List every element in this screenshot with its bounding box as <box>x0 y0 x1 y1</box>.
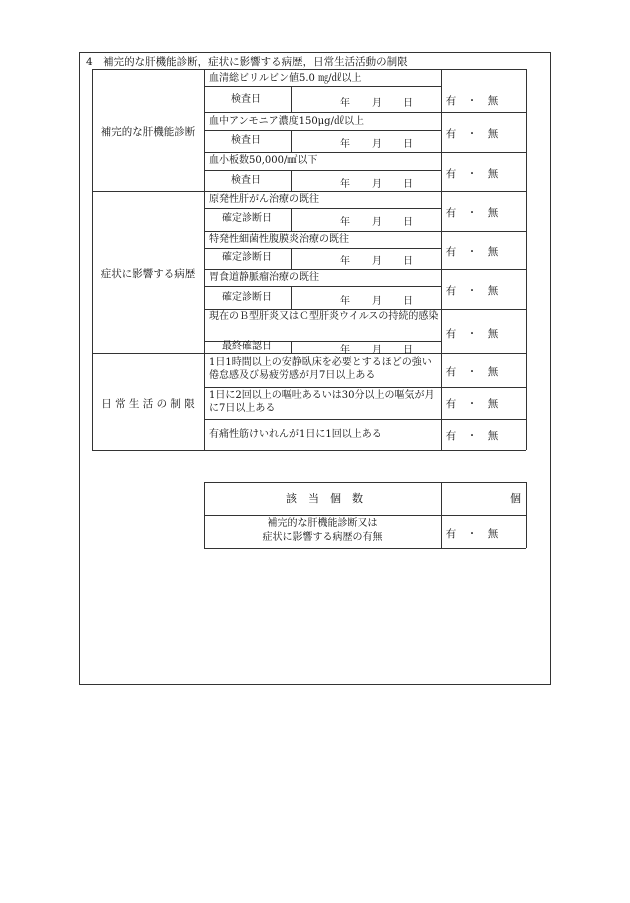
item-ammonia: 血中アンモニア濃度150μg/㎗以上 <box>209 116 364 127</box>
no-option[interactable]: 無 <box>487 128 499 140</box>
item-muscle-cramp: 有痛性筋けいれんが1日に1回以上ある <box>209 429 382 440</box>
yes-no-choice[interactable] <box>418 428 526 443</box>
yes-option[interactable]: 有 <box>445 95 457 107</box>
yes-option[interactable]: 有 <box>445 246 457 258</box>
yes-no-choice[interactable] <box>418 526 526 541</box>
final-confirmation-date-label: 最終確認日 <box>222 341 272 352</box>
yes-option[interactable]: 有 <box>445 328 457 340</box>
diagnosis-date-label: 確定診断日 <box>222 292 272 303</box>
no-option[interactable]: 無 <box>487 328 499 340</box>
dot-separator: ・ <box>466 95 478 107</box>
category-medical-history: 症状に影響する病歴 <box>100 268 196 280</box>
yes-no-choice[interactable] <box>418 396 526 411</box>
no-option[interactable]: 無 <box>487 430 499 442</box>
no-option[interactable]: 無 <box>487 168 499 180</box>
yes-option[interactable]: 有 <box>445 398 457 410</box>
no-option[interactable]: 無 <box>487 285 499 297</box>
yes-option[interactable]: 有 <box>445 528 457 540</box>
exam-date-label: 検査日 <box>231 135 261 146</box>
dot-separator: ・ <box>466 430 478 442</box>
item-sbp-treatment: 特発性細菌性腹膜炎治療の既往 <box>209 234 349 245</box>
yes-option[interactable]: 有 <box>445 366 457 378</box>
item-platelet: 血小板数50,000/㎣以下 <box>209 155 318 166</box>
no-option[interactable]: 無 <box>487 207 499 219</box>
item-varices-treatment: 胃食道静脈瘤治療の既往 <box>209 272 319 283</box>
dot-separator: ・ <box>466 207 478 219</box>
applicable-count-label: 該 当 個 数 <box>286 492 363 505</box>
no-option[interactable]: 無 <box>487 366 499 378</box>
yes-no-choice[interactable] <box>418 244 526 259</box>
exam-date-label: 検査日 <box>231 175 261 186</box>
dot-separator: ・ <box>466 168 478 180</box>
item-hcc-treatment: 原発性肝がん治療の既往 <box>209 194 319 205</box>
no-option[interactable]: 無 <box>487 246 499 258</box>
dot-separator: ・ <box>466 285 478 297</box>
yes-option[interactable]: 有 <box>445 207 457 219</box>
yes-no-choice[interactable] <box>418 93 526 108</box>
no-option[interactable]: 無 <box>487 95 499 107</box>
count-unit: 個 <box>510 492 521 505</box>
item-hepatitis-infection: 現在のＢ型肝炎又はＣ型肝炎ウイルスの持続的感染 <box>209 311 439 322</box>
yes-no-choice[interactable] <box>418 166 526 181</box>
presence-label-line1: 補完的な肝機能診断又は <box>267 518 378 529</box>
diagnosis-date-label: 確定診断日 <box>222 213 272 224</box>
dot-separator: ・ <box>466 366 478 378</box>
category-liver-function: 補完的な肝機能診断 <box>100 126 196 138</box>
yes-no-choice[interactable] <box>418 326 526 341</box>
dot-separator: ・ <box>466 328 478 340</box>
dot-separator: ・ <box>466 398 478 410</box>
no-option[interactable]: 無 <box>487 398 499 410</box>
yes-no-choice[interactable] <box>418 364 526 379</box>
item-bed-rest-fatigue: 1日1時間以上の安静臥床を必要とするほどの強い倦怠感及び易疲労感が月7日以上ある <box>209 357 432 381</box>
dot-separator: ・ <box>466 528 478 540</box>
dot-separator: ・ <box>466 246 478 258</box>
section-title: 4 補完的な肝機能診断，症状に影響する病歴，日常生活活動の制限 <box>86 56 408 68</box>
yes-option[interactable]: 有 <box>445 168 457 180</box>
item-bilirubin: 血清総ビリルビン値5.0 ㎎/㎗以上 <box>209 73 362 84</box>
dot-separator: ・ <box>466 128 478 140</box>
yes-option[interactable]: 有 <box>445 285 457 297</box>
exam-date-label: 検査日 <box>231 94 261 105</box>
yes-option[interactable]: 有 <box>445 128 457 140</box>
yes-no-choice[interactable] <box>418 126 526 141</box>
presence-label-line2: 症状に影響する病歴の有無 <box>262 532 383 543</box>
diagnosis-date-label: 確定診断日 <box>222 252 272 263</box>
item-vomiting-nausea: 1日に2回以上の嘔吐あるいは30分以上の嘔気が月に7日以上ある <box>209 390 435 414</box>
yes-no-choice[interactable] <box>418 205 526 220</box>
yes-option[interactable]: 有 <box>445 430 457 442</box>
no-option[interactable]: 無 <box>487 528 499 540</box>
yes-no-choice[interactable] <box>418 283 526 298</box>
category-daily-limitation: 日 常 生 活 の 制 限 <box>101 398 195 410</box>
